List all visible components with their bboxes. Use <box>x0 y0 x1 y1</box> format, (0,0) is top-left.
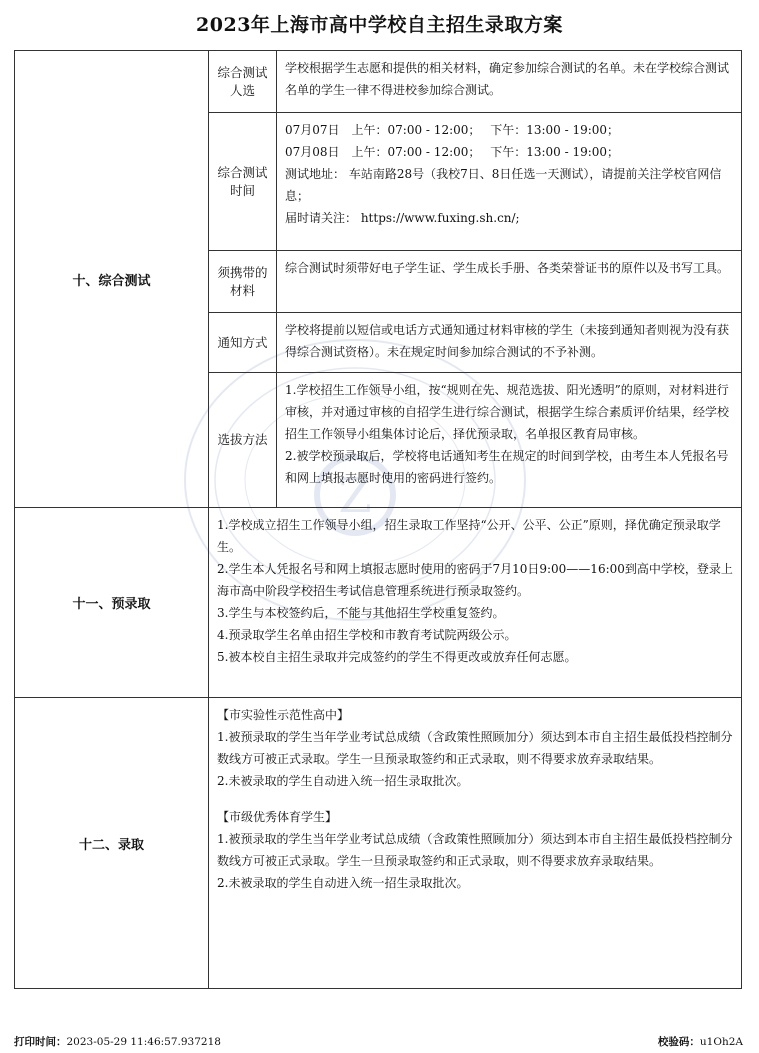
section-11-content: 1.学校成立招生工作领导小组，招生录取工作坚持“公开、公平、公正”原则，择优确定预录取学生。 2.学生本人凭报名号和网上填报志愿时使用的密码于7月10日9:00——16:00到高中学校，登录上海市高中阶段学校招生考试信息管理系统进行预录取签约。 3.学生与本校签约后，不能与其他招生学校重复签约。 4.预录取学生名单由招生学校和市教育考试院两级公示。 5.被本校自主招生录取并完成签约的学生不得更改或放弃任何志愿。 <box>209 508 742 698</box>
admission-table <box>14 50 742 989</box>
section-11-heading: 十一、预录取 <box>15 508 209 698</box>
row-label-candidates: 综合测试人选 <box>209 51 277 113</box>
section-10-heading: 十、综合测试 <box>15 51 209 508</box>
row-label-test-time: 综合测试时间 <box>209 113 277 251</box>
school-website-link[interactable]: 届时请关注： https://www.fuxing.sh.cn/; <box>285 211 520 225</box>
row-content-materials: 综合测试时须带好电子学生证、学生成长手册、各类荣誉证书的原件以及书写工具。 <box>277 251 742 313</box>
row-content-test-time: 07月07日 上午：07:00 - 12:00； 下午：13:00 - 19:00； 07月08日 上午：07:00 - 12:00； 下午：13:00 - 19:00； 测试地址： 车站南路28号（我校7日、8日任选一天测试），请提前关注学校官网信息； 届时请关注： https://www.fuxing.sh.cn/; <box>277 113 742 251</box>
row-content-notification: 学校将提前以短信或电话方式通知通过材料审核的学生（未接到通知者则视为没有获得综合测试资格）。未在规定时间参加综合测试的不予补测。 <box>277 313 742 373</box>
row-label-materials: 须携带的材料 <box>209 251 277 313</box>
row-label-notification: 通知方式 <box>209 313 277 373</box>
row-label-selection: 选拔方法 <box>209 373 277 508</box>
group2-title: 【市级优秀体育学生】 <box>217 810 338 824</box>
group1-title: 【市实验性示范性高中】 <box>217 708 350 722</box>
print-time: 打印时间：2023-05-29 11:46:57.937218 <box>14 1036 221 1048</box>
row-content-candidates: 学校根据学生志愿和提供的相关材料，确定参加综合测试的名单。未在学校综合测试名单的学生一律不得进校参加综合测试。 <box>277 51 742 113</box>
document-title: 2023年上海市高中学校自主招生录取方案 <box>196 14 563 36</box>
section-12-content: 【市实验性示范性高中】 1.被预录取的学生当年学业考试总成绩（含政策性照顾加分）须达到本市自主招生最低投档控制分数线方可被正式录取。学生一旦预录取签约和正式录取，则不得要求放弃录取结果。 2.未被录取的学生自动进入统一招生录取批次。 【市级优秀体育学生】 1.被预录取的学生当年学业考试总成绩（含政策性照顾加分）须达到本市自主招生最低投档控制分数线方可被正式录取。学生一旦预录取签约和正式录取，则不得要求放弃录取结果。 2.未被录取的学生自动进入统一招生录取批次。 <box>209 698 742 989</box>
section-12-heading: 十二、录取 <box>15 698 209 989</box>
svg-text:Z: Z <box>338 468 372 524</box>
row-content-selection: 1.学校招生工作领导小组，按“规则在先、规范选拔、阳光透明”的原则，对材料进行审核，并对通过审核的自招学生进行综合测试，根据学生综合素质评价结果，经学校招生工作领导小组集体讨论后，择优预录取，名单报区教育局审核。 2.被学校预录取后，学校将电话通知考生在规定的时间到学校，由考生本人凭报名号和网上填报志愿时使用的密码进行签约。 <box>277 373 742 508</box>
check-code: 校验码：u1Oh2A <box>657 1036 743 1048</box>
